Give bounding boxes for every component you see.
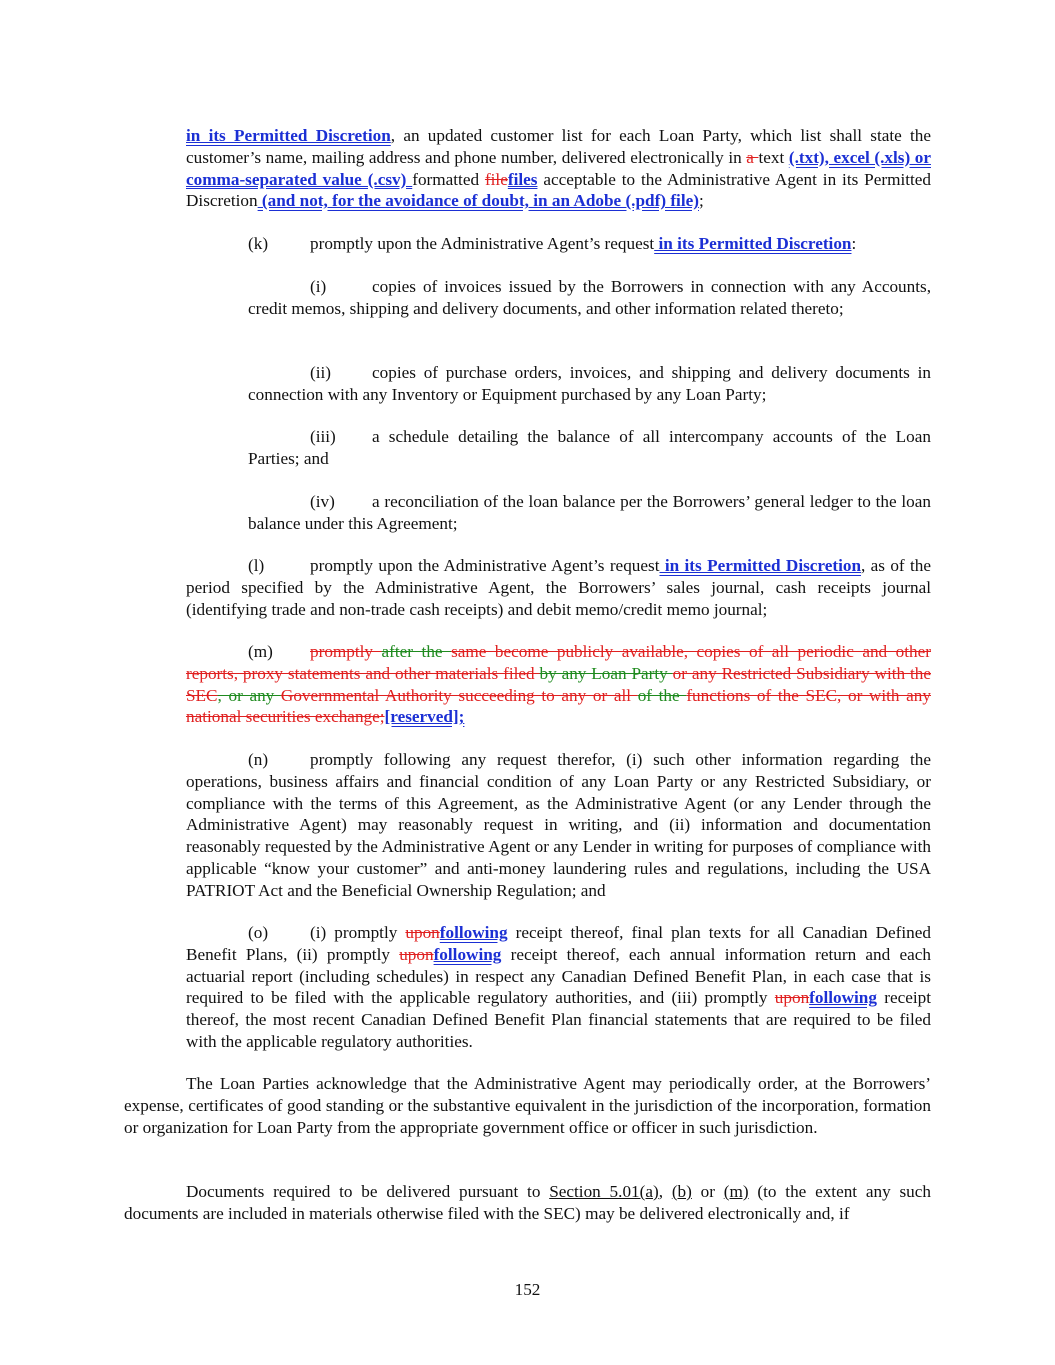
section-reference: Section 5.01(a): [549, 1182, 659, 1201]
body-text: receipt thereof, the most recent Canadian Defined Benefit Plan financial statements that are required to be filed with the applicable regulatory authorities.: [186, 988, 931, 1051]
inserted-text: in its Permitted Discretion: [659, 556, 862, 575]
inserted-text: (and not, for the avoidance of doubt, in an Adobe (.pdf) file): [257, 191, 699, 211]
deleted-text: promptly: [310, 642, 382, 661]
inserted-text: [reserved];: [384, 707, 465, 727]
body-text: The Loan Parties acknowledge that the Administrative Agent may periodically order, at the Borrowers’ expense, certificates of good standing or the substantive equivalent in the jurisdiction of the incorporation, formation or organization for Loan Party from the appropriate government office or officer in such jurisdiction.: [124, 1074, 931, 1137]
inserted-text: following: [433, 944, 502, 964]
body-text: formatted: [412, 169, 485, 189]
clause-label: (l): [248, 556, 265, 575]
clause-label: (iv): [310, 492, 335, 511]
clause-label: (i): [310, 277, 327, 296]
inserted-text: in its Permitted Discretion: [186, 126, 391, 145]
clause-label: (ii): [310, 363, 331, 382]
deleted-text: functions of the SEC, or with any national securities exchange;: [186, 685, 931, 727]
inserted-text: in its Permitted Discretion: [654, 234, 852, 253]
deleted-text: same become publicly available, copies of all periodic and other reports, proxy statements and other materials filed: [186, 642, 931, 683]
deleted-text: upon: [399, 944, 434, 964]
clause-label: (m): [248, 642, 273, 661]
deleted-text: upon: [774, 988, 810, 1008]
body-text: ,: [658, 1182, 672, 1201]
paragraph-j-continuation: [186, 125, 931, 212]
section-reference: (m): [723, 1182, 749, 1201]
paragraph-k-ii: [248, 362, 931, 406]
paragraph-n: [186, 749, 931, 902]
moved-deleted-text: after the: [381, 642, 452, 661]
paragraph-k: [248, 233, 931, 255]
inserted-text: following: [439, 923, 508, 942]
body-text: acceptable to the Administrative Agent in its Permitted Discretion: [186, 169, 932, 211]
body-text: Documents required to be delivered pursuant to: [186, 1182, 550, 1201]
body-text: (i) promptly: [310, 923, 406, 942]
paragraph-l: [186, 555, 931, 620]
inserted-text: following: [809, 988, 877, 1008]
paragraph-acknowledgement: [124, 1073, 931, 1138]
moved-deleted-text: of the: [637, 685, 687, 705]
body-text: :: [851, 234, 857, 253]
body-text: receipt thereof, final plan texts for all Canadian Defined Benefit Plans, (ii) promptly: [186, 923, 931, 964]
body-text: (to the extent any such documents are included in materials otherwise filed with the SEC) may be delivered electronically and, if: [124, 1182, 931, 1223]
paragraph-k-i: [248, 276, 931, 320]
body-text: ;: [698, 191, 704, 211]
body-text: , as of the period specified by the Administrative Agent, the Borrowers’ sales journal, cash receipts journal (identifying trade and non-trade cash receipts) and debit memo/credit memo journal;: [186, 556, 932, 619]
deleted-text: or any Restricted Subsidiary with the SEC: [186, 663, 931, 705]
paragraph-o: [186, 922, 931, 1053]
page-number: 152: [514, 1280, 541, 1299]
section-reference: (b): [671, 1182, 692, 1201]
clause-label: (iii): [310, 427, 336, 446]
clause-label: (k): [248, 234, 269, 253]
body-text: text: [758, 147, 789, 167]
body-text: a reconciliation of the loan balance per the Borrowers’ general ledger to the loan balance under this Agreement;: [248, 492, 931, 533]
moved-deleted-text: , or any: [217, 685, 281, 705]
paragraph-k-iii: [248, 426, 931, 470]
body-text: promptly upon the Administrative Agent’s request: [310, 234, 655, 253]
inserted-text: (.txt), excel (.xls) or comma-separated value (.csv): [186, 147, 931, 189]
deleted-text: upon: [405, 923, 440, 942]
paragraph-m: [186, 641, 931, 728]
body-text: promptly upon the Administrative Agent’s request: [310, 556, 660, 575]
moved-deleted-text: by any Loan Party: [539, 663, 673, 683]
body-text: or: [691, 1182, 724, 1201]
clause-label: (o): [248, 923, 269, 942]
body-text: copies of invoices issued by the Borrowers in connection with any Accounts, credit memos, shipping and delivery documents, and other information related thereto;: [248, 277, 931, 318]
inserted-text: files: [507, 169, 538, 189]
deleted-text: a: [746, 147, 759, 167]
clause-label: (n): [248, 750, 269, 769]
body-text: promptly following any request therefor, (i) such other information regarding the operations, business affairs and financial condition of any Loan Party or any Restricted Subsidiary, or compliance with the terms of this Agreement, as the Administrative Agent (or any Lender through the Administrative Agent) may reasonably request in writing, and (ii) information and documentation reasonably requested by the Administrative Agent or any Lender in writing for purposes of compliance with applicable “know your customer” and anti-money laundering rules and regulations, including the USA PATRIOT Act and the Beneficial Ownership Regulation; and: [186, 750, 931, 900]
body-text: a schedule detailing the balance of all intercompany accounts of the Loan Parties; and: [248, 427, 931, 468]
paragraph-k-iv: [248, 491, 931, 535]
deleted-text: Governmental Authority succeeding to any or all: [280, 685, 638, 705]
paragraph-documents-delivery: [124, 1181, 931, 1225]
deleted-text: file: [484, 169, 508, 189]
body-text: , an updated customer list for each Loan Party, which list shall state the customer’s name, mailing address and phone number, delivered electronically in: [186, 126, 931, 167]
body-text: copies of purchase orders, invoices, and shipping and delivery documents in connection with any Inventory or Equipment purchased by any Loan Party;: [248, 363, 931, 404]
body-text: receipt thereof, each annual information return and each actuarial report (including schedules) in respect any Canadian Defined Benefit Plan, in each case that is required to be filed with the applicable regulatory authorities, and (iii) promptly: [186, 944, 931, 1008]
